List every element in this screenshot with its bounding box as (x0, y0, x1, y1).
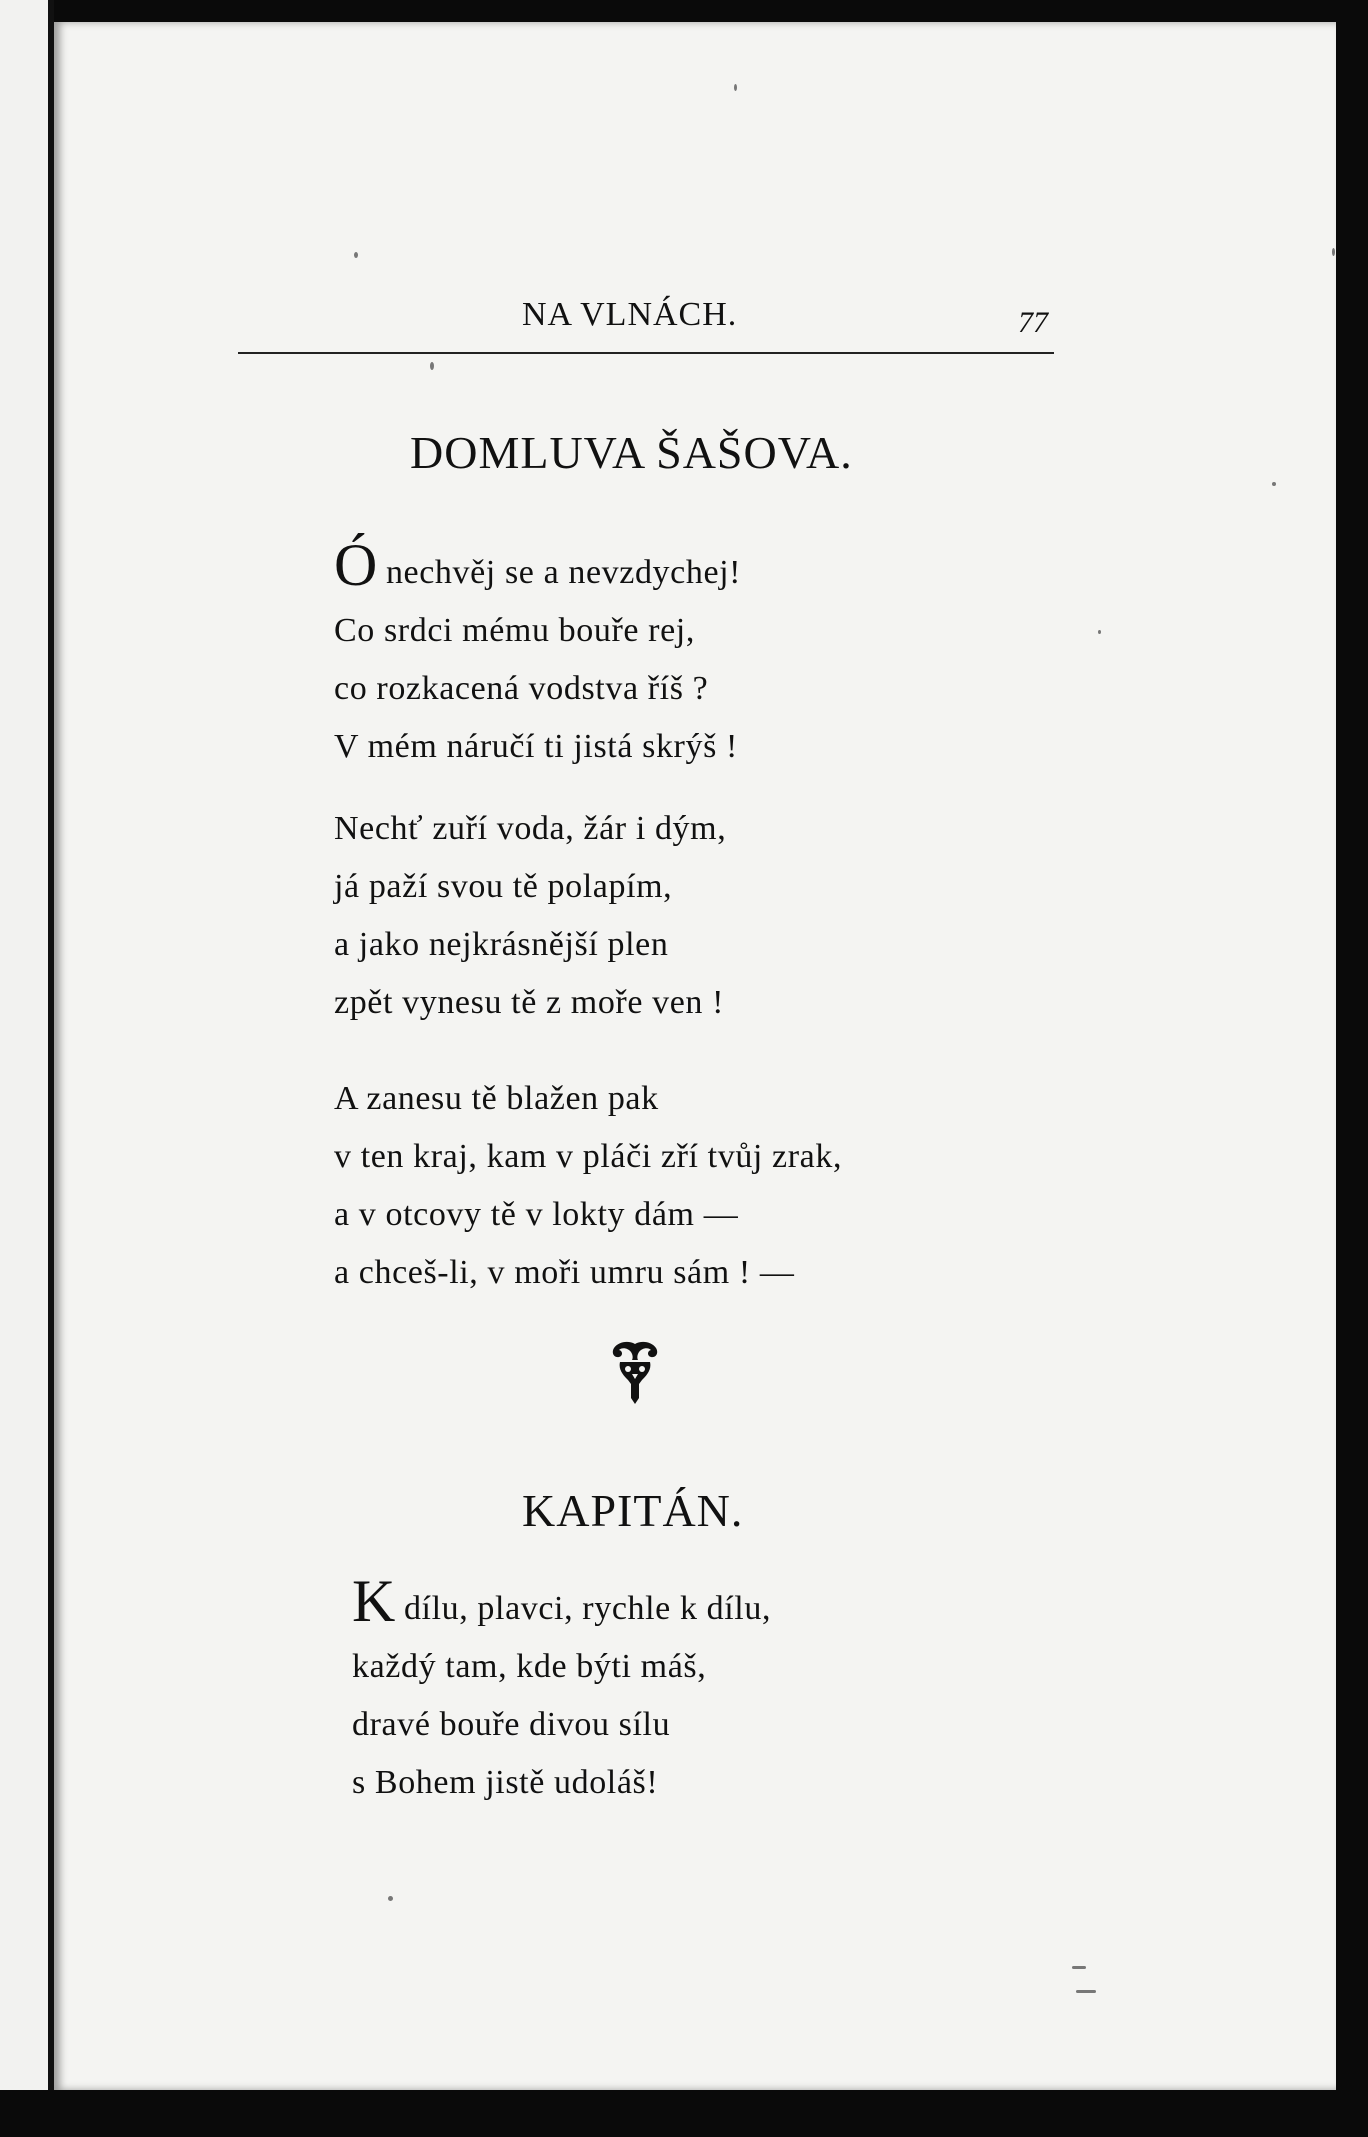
verse-text: nechvěj se a nevzdychej! (385, 554, 742, 591)
scan-speck (1098, 630, 1101, 634)
verse-line: a jako nejkrásnější plen (334, 926, 669, 963)
stanza-2 (334, 800, 726, 1032)
running-head: NA VLNÁCH. (522, 296, 738, 333)
scan-speck (1332, 248, 1335, 256)
verse-line: dravé bouře divou sílu (352, 1706, 671, 1743)
verse-line (334, 532, 742, 602)
scan-speck (1072, 1966, 1086, 1969)
scan-speck (734, 84, 737, 91)
drop-cap: Ó (334, 532, 378, 598)
verse-line: s Bohem jistě udoláš! (352, 1764, 659, 1801)
verse-line: Nechť zuří voda, žár i dým, (334, 810, 727, 847)
verse-line: a v otcovy tě v lokty dám — (334, 1196, 739, 1233)
left-page-edge (0, 0, 54, 2137)
stanza-1 (334, 532, 742, 776)
verse-line: zpět vynesu tě z moře ven ! (334, 984, 725, 1021)
drop-cap: K (352, 1568, 396, 1634)
fleuron-ornament-icon (606, 1338, 664, 1408)
poem-title-domluva: DOMLUVA ŠAŠOVA. (410, 427, 853, 478)
verse-line: každý tam, kde býti máš, (352, 1648, 707, 1685)
stanza-3 (334, 1070, 842, 1302)
verse-text: dílu, plavci, rychle k dílu, (403, 1590, 772, 1627)
scan-speck (354, 252, 358, 258)
verse-line: v ten kraj, kam v pláči zří tvůj zrak, (334, 1138, 843, 1175)
page-number: 77 (1018, 306, 1048, 339)
header-rule (238, 352, 1054, 354)
verse-line: já paží svou tě polapím, (334, 868, 673, 905)
verse-line: a chceš-li, v moři umru sám ! — (334, 1254, 795, 1291)
verse-line (352, 1568, 772, 1638)
scan-bottom-border (0, 2090, 1368, 2137)
scan-speck (1272, 482, 1276, 486)
verse-line: A zanesu tě blažen pak (334, 1080, 659, 1117)
stanza-kapitan (352, 1568, 772, 1812)
scan-speck (430, 362, 434, 370)
verse-line: Co srdci mému bouře rej, (334, 612, 695, 649)
verse-line: co rozkacená vodstva říš ? (334, 670, 709, 707)
scan-speck (1076, 1990, 1096, 1993)
poem-title-kapitan: KAPITÁN. (522, 1485, 744, 1536)
verse-line: V mém náručí ti jistá skrýš ! (334, 728, 738, 765)
scan-speck (388, 1896, 393, 1901)
